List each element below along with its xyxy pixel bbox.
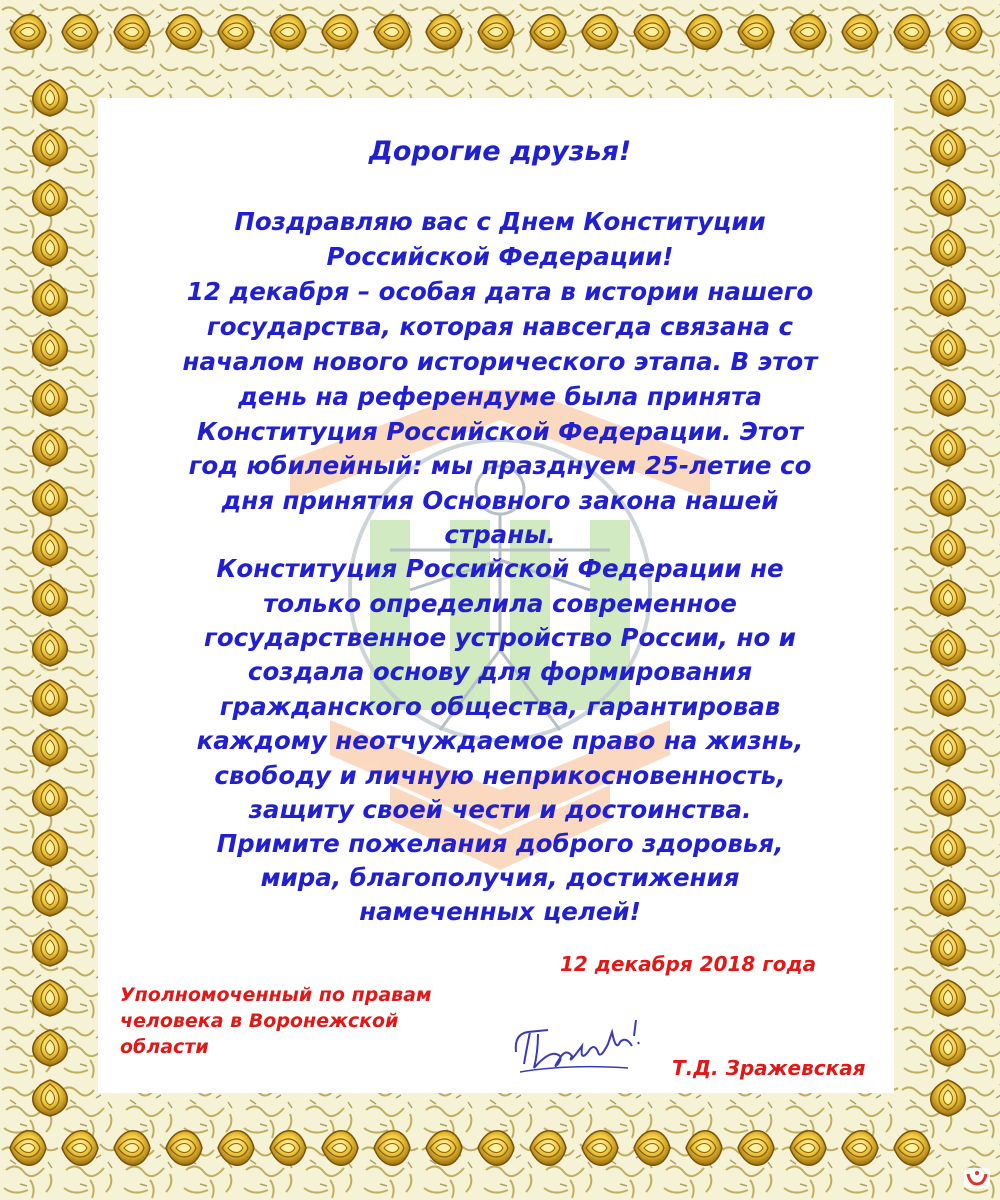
letter-line: мира, благополучия, достижения bbox=[260, 863, 740, 892]
letter-line: Примите пожелания доброго здоровья, bbox=[216, 829, 784, 858]
letter-line: день на референдуме была принята bbox=[238, 382, 762, 411]
letter-line: свободу и личную неприкосновенность, bbox=[214, 761, 786, 790]
letter-line: Поздравляю вас с Днем Конституции bbox=[234, 207, 766, 236]
letter-line: началом нового исторического этапа. В этот bbox=[182, 347, 818, 376]
corner-logo-icon bbox=[964, 1168, 990, 1188]
position-line: области bbox=[120, 1036, 209, 1058]
letter-line: намеченных целей! bbox=[359, 897, 641, 926]
position-line: человека в Воронежской bbox=[120, 1010, 399, 1032]
letter-line: гражданского общества, гарантировав bbox=[219, 692, 781, 721]
letter-line: создала основу для формирования bbox=[247, 657, 753, 686]
letter-line: Конституция Российской Федерации не bbox=[216, 554, 784, 583]
letter-line: страны. bbox=[444, 520, 556, 549]
letter-line: защиту своей чести и достоинства. bbox=[248, 795, 752, 824]
letter-line: Российской Федерации! bbox=[326, 242, 674, 271]
letter-line: каждому неотчуждаемое право на жизнь, bbox=[196, 726, 804, 755]
handwritten-signature-icon bbox=[508, 1012, 658, 1082]
signatory-position bbox=[120, 982, 432, 1060]
letter-line: государства, которая навсегда связана с bbox=[206, 312, 794, 341]
position-line: Уполномоченный по правам bbox=[120, 984, 432, 1006]
letter-line: год юбилейный: мы празднуем 25-летие со bbox=[188, 451, 812, 480]
letter-line: дня принятия Основного закона нашей bbox=[221, 486, 779, 515]
letter-line: государственное устройство России, но и bbox=[204, 623, 796, 652]
letter-line: только определила современное bbox=[263, 589, 737, 618]
signatory-name: Т.Д. Зражевская bbox=[672, 1056, 866, 1080]
letter-date: 12 декабря 2018 года bbox=[560, 952, 817, 976]
letter-line: 12 декабря – особая дата в истории нашего bbox=[186, 277, 814, 306]
letter-greeting: Дорогие друзья! bbox=[368, 136, 632, 167]
letter-line: Конституция Российской Федерации. Этот bbox=[196, 417, 804, 446]
